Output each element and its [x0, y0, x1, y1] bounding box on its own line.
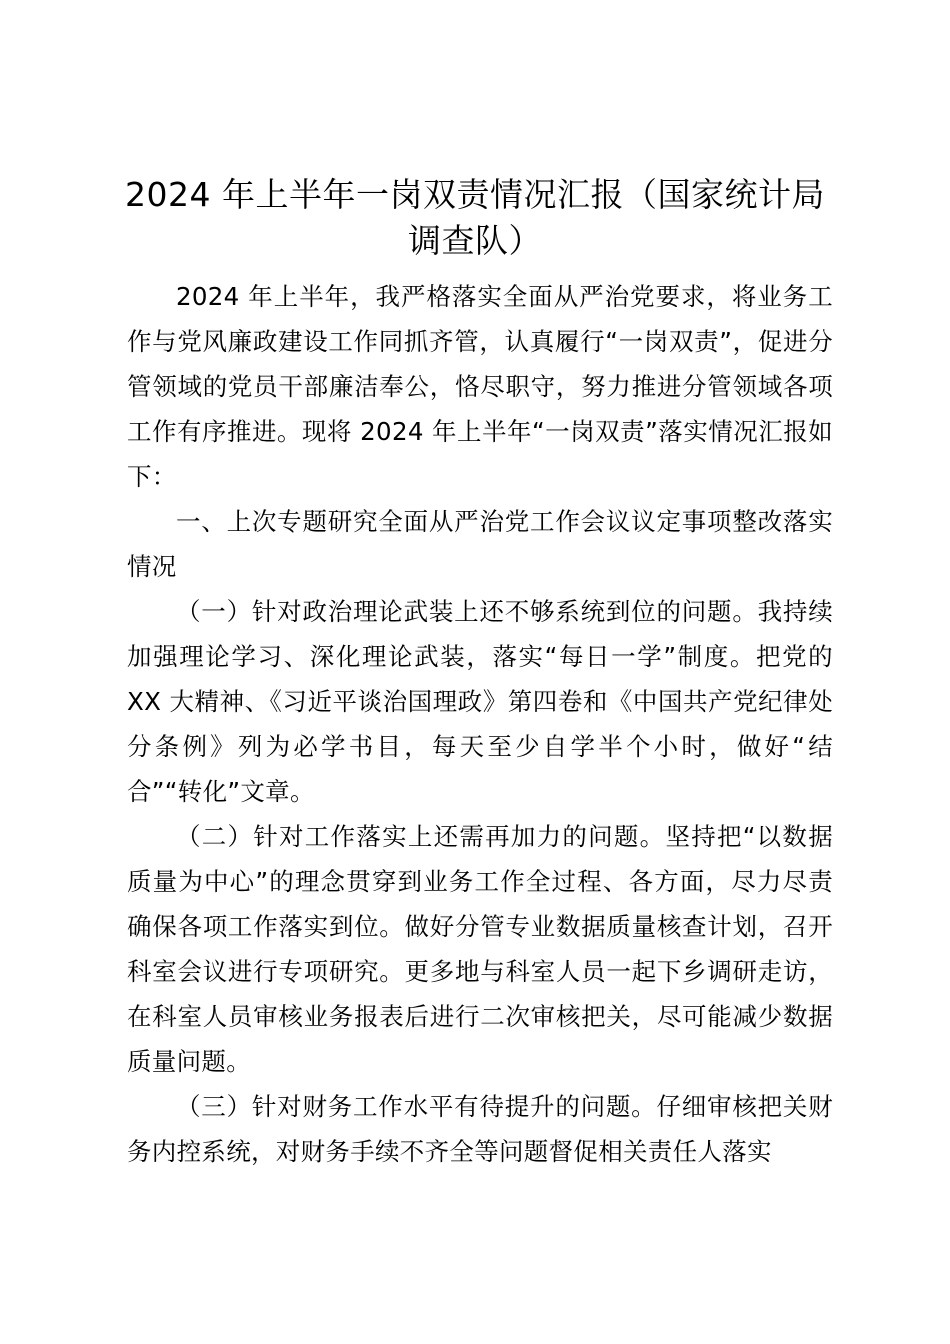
paragraph-intro: 2024 年上半年，我严格落实全面从严治党要求，将业务工作与党风廉政建设工作同抓齐管，认真履行“一岗双责”，促进分管领域的党员干部廉洁奉公，恪尽职守，努力推进分管领域各项工作有序推进。现将 2024 年上半年“一岗双责”落实情况汇报如下：: [127, 282, 833, 491]
paragraph-item-3: （三）针对财务工作水平有待提升的问题。仔细审核把关财务内控系统，对财务手续不齐全等问题督促相关责任人落实: [127, 1092, 833, 1166]
document-title: 2024 年上半年一岗双责情况汇报（国家统计局调查队）: [125, 175, 825, 260]
section-heading-1: 一、上次专题研究全面从严治党工作会议议定事项整改落实情况: [127, 507, 833, 581]
paragraph-item-2: （二）针对工作落实上还需再加力的问题。坚持把“以数据质量为中心”的理念贯穿到业务工作全过程、各方面，尽力尽责确保各项工作落实到位。做好分管专业数据质量核查计划，召开科室会议进行专项研究。更多地与科室人员一起下乡调研走访，在科室人员审核业务报表后进行二次审核把关，尽可能减少数据质量问题。: [127, 822, 833, 1076]
paragraph-item-1: （一）针对政治理论武装上还不够系统到位的问题。我持续加强理论学习、深化理论武装，落实“每日一学”制度。把党的 XX 大精神、《习近平谈治国理政》第四卷和《中国共产党纪律处分条例》列为必学书目，每天至少自学半个小时，做好“结合”“转化”文章。: [127, 597, 833, 806]
document-body: [127, 274, 833, 1174]
